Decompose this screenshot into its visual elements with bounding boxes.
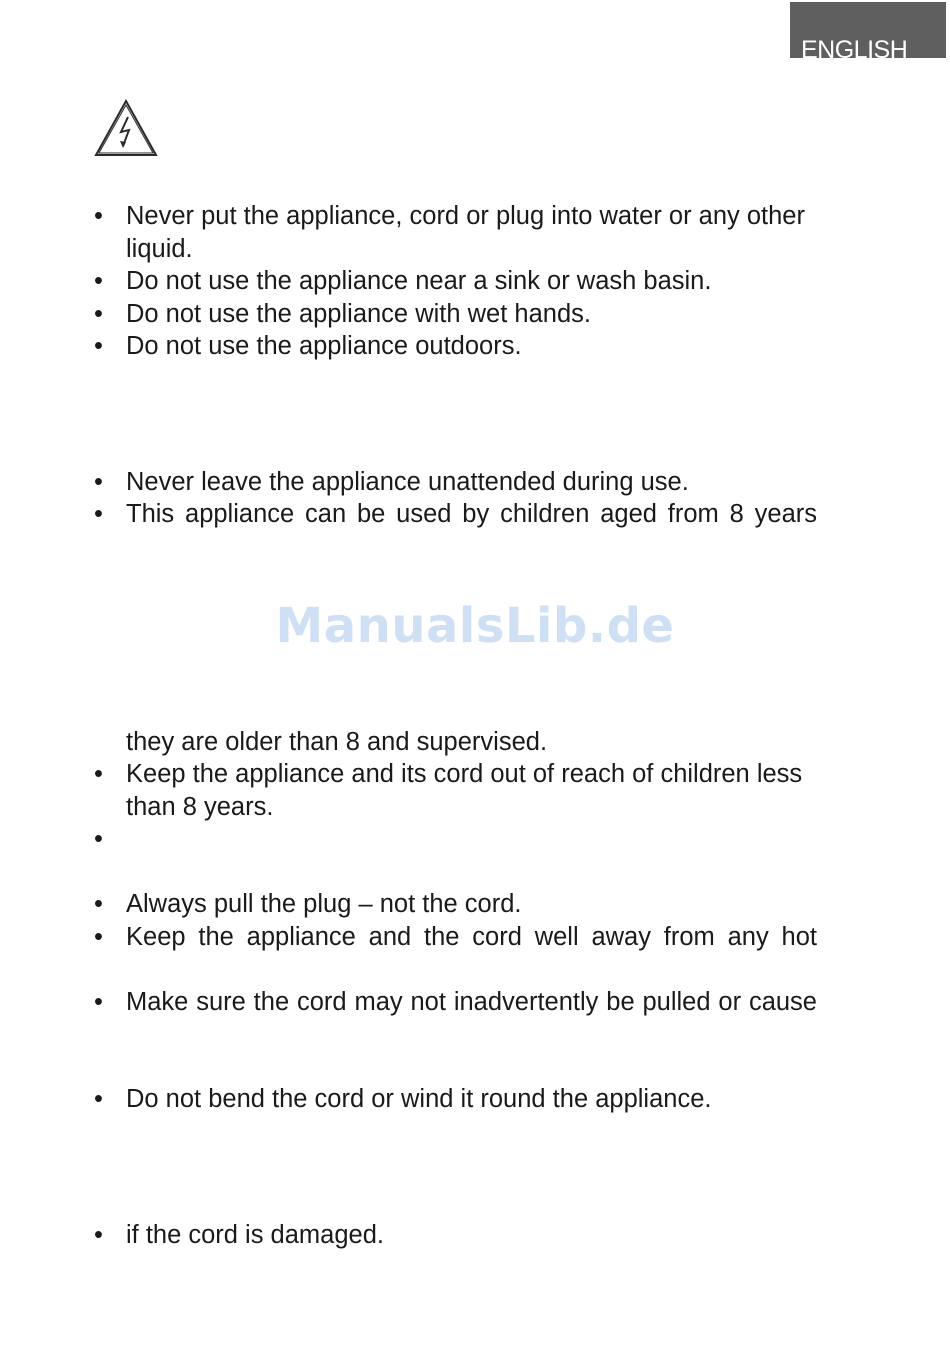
bullet-marker: • xyxy=(94,468,103,496)
list-item-text-wrapper xyxy=(126,921,817,953)
list-item-text: Do not use the appliance outdoors. xyxy=(126,332,522,360)
bullet-marker: • xyxy=(94,923,103,951)
bullet-marker: • xyxy=(94,300,103,328)
language-tab xyxy=(790,2,946,64)
list-item-text: Make sure the cord may not inadvertently be pulled or cause xyxy=(126,988,817,1016)
list-item-text: Do not use the appliance near a sink or wash basin. xyxy=(126,267,712,295)
list-item-text: Do not bend the cord or wind it round the appliance. xyxy=(126,1085,712,1113)
list-item-text: Do not use the appliance with wet hands. xyxy=(126,300,591,328)
list-item-text: This appliance can be used by children aged from 8 years xyxy=(126,500,817,528)
list-item-text-wrapper xyxy=(126,986,817,1018)
bullet-marker: • xyxy=(94,825,103,853)
list-item-text: liquid. xyxy=(126,235,193,263)
bullet-marker: • xyxy=(94,1221,103,1249)
list-item-text: Always pull the plug – not the cord. xyxy=(126,890,522,918)
list-item-text: they are older than 8 and supervised. xyxy=(126,728,548,756)
bullet-marker: • xyxy=(94,1085,103,1113)
watermark: ManualsLib.de xyxy=(275,598,675,654)
bullet-marker: • xyxy=(94,267,103,295)
language-tab-label: ENGLISH xyxy=(801,36,908,64)
bullet-marker: • xyxy=(94,202,103,230)
bullet-marker: • xyxy=(94,760,103,788)
list-item-text-wrapper xyxy=(126,498,817,530)
list-item-text: Never leave the appliance unattended during use. xyxy=(126,468,689,496)
list-item-text: Keep the appliance and its cord out of reach of children less xyxy=(126,760,803,788)
bullet-marker: • xyxy=(94,332,103,360)
bullet-marker: • xyxy=(94,988,103,1016)
bullet-marker: • xyxy=(94,500,103,528)
electrical-hazard-warning-icon xyxy=(94,99,158,157)
bullet-marker: • xyxy=(94,890,103,918)
list-item-text: Never put the appliance, cord or plug into water or any other xyxy=(126,202,805,230)
list-item-text: than 8 years. xyxy=(126,793,274,821)
list-item-text: Keep the appliance and the cord well away from any hot xyxy=(126,923,817,951)
list-item-text: if the cord is damaged. xyxy=(126,1221,384,1249)
